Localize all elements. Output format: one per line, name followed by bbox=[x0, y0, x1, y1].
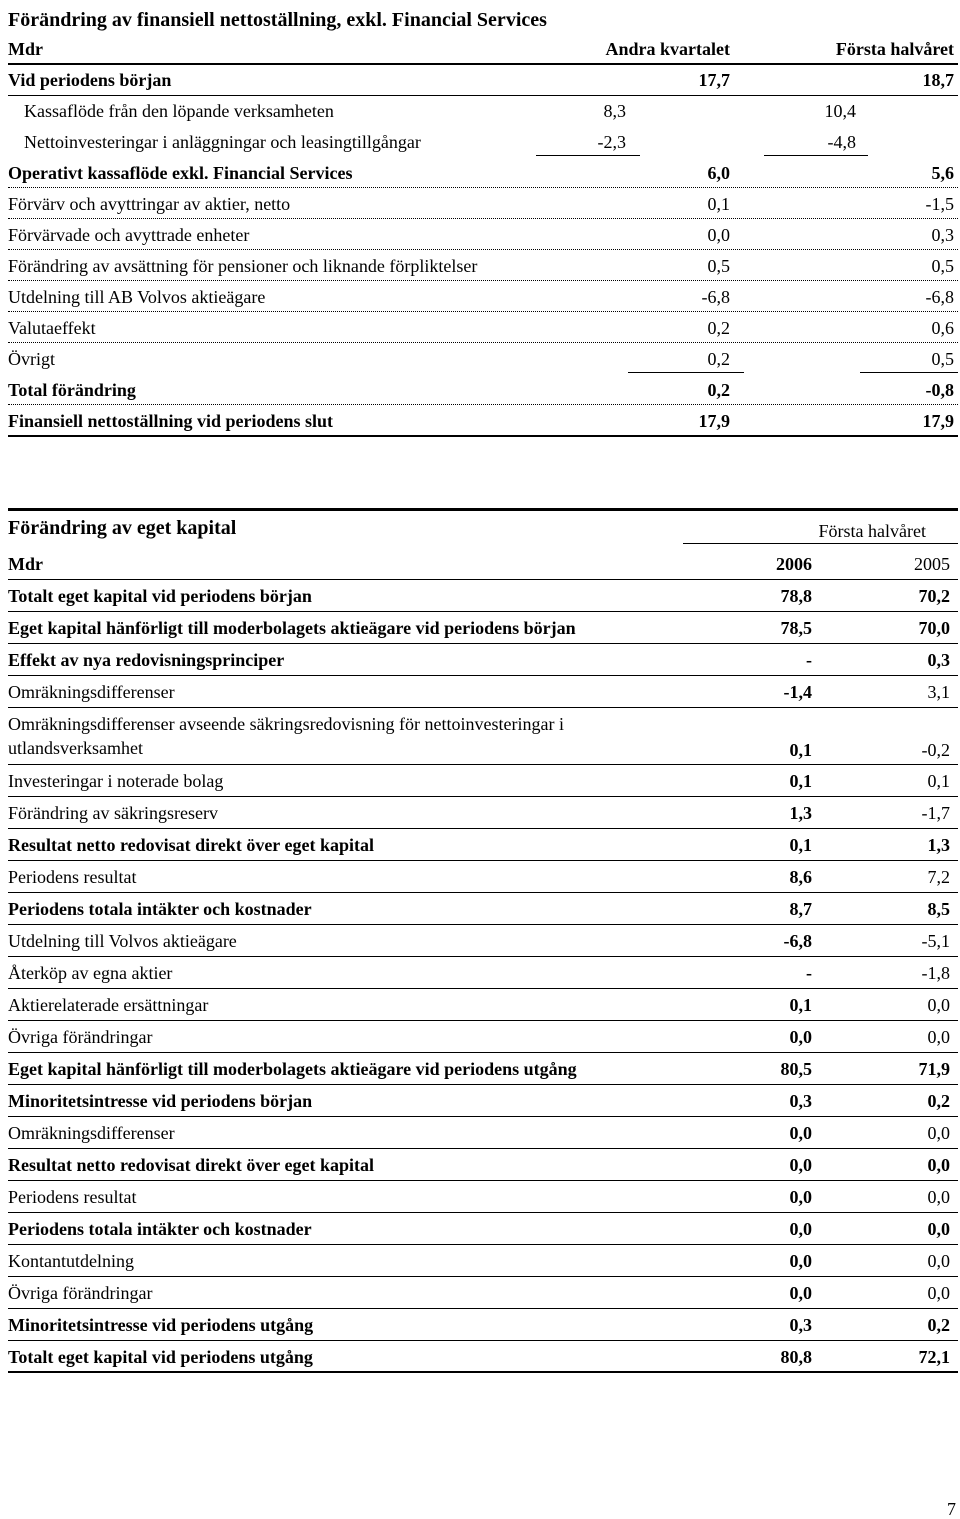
header-col-b: Första halvåret bbox=[835, 39, 954, 59]
table-row bbox=[8, 797, 958, 829]
table-row: Förvärv och avyttringar av aktier, netto 0,1 -1,5 bbox=[8, 189, 958, 220]
row-label: Övriga förändringar bbox=[8, 1027, 153, 1047]
net-position-table bbox=[8, 0, 958, 437]
table-row bbox=[8, 708, 958, 765]
table-row: Förändring av avsättning för pensioner och liknande förpliktelser 0,5 0,5 bbox=[8, 251, 958, 282]
net-position-header-row bbox=[8, 34, 958, 65]
value-2006: 0,1 bbox=[789, 995, 812, 1015]
value-2005: 0,2 bbox=[927, 1315, 950, 1335]
table-row bbox=[8, 765, 958, 797]
value-2006: 80,8 bbox=[780, 1347, 812, 1367]
table-row bbox=[8, 1021, 958, 1053]
value-2005: 3,1 bbox=[927, 682, 950, 702]
row-label: Omräkningsdifferenser avseende säkringsredovisning för nettoinvesteringar i utlandsverksamhet bbox=[8, 714, 565, 758]
value-2005: 7,2 bbox=[927, 867, 950, 887]
value-2005: 70,2 bbox=[918, 586, 950, 606]
value-2005: 72,1 bbox=[918, 1347, 950, 1367]
header-col-a: Andra kvartalet bbox=[605, 39, 730, 59]
row-label: Kontantutdelning bbox=[8, 1251, 134, 1271]
row-label: Periodens resultat bbox=[8, 867, 137, 887]
table-row bbox=[8, 925, 958, 957]
value-2006: 0,1 bbox=[789, 835, 812, 855]
value-2006: 78,8 bbox=[780, 586, 812, 606]
equity-header-row: Mdr 2006 2005 bbox=[8, 548, 958, 580]
value-2005: -0,2 bbox=[921, 740, 950, 760]
row-label: Omräkningsdifferenser bbox=[8, 682, 175, 702]
value-2005: 71,9 bbox=[918, 1059, 950, 1079]
row-label: Omräkningsdifferenser bbox=[8, 1123, 175, 1143]
table-row: Övrigt 0,2 0,5 bbox=[8, 344, 958, 375]
table-row: Vid periodens början 17,7 18,7 bbox=[8, 65, 958, 96]
value-2006: 1,3 bbox=[789, 803, 812, 823]
table-row bbox=[8, 1309, 958, 1341]
table-row bbox=[8, 676, 958, 708]
value-2005: 0,0 bbox=[927, 1251, 950, 1271]
value-2006: 0,0 bbox=[789, 1187, 812, 1207]
table-row bbox=[8, 1213, 958, 1245]
value-2005: -5,1 bbox=[921, 931, 950, 951]
value-2006: 0,3 bbox=[789, 1315, 812, 1335]
header-label: Mdr bbox=[8, 39, 43, 59]
value-2006: - bbox=[806, 963, 812, 983]
row-label: Periodens resultat bbox=[8, 1187, 137, 1207]
row-label: Resultat netto redovisat direkt över eget kapital bbox=[8, 1155, 374, 1175]
row-label: Eget kapital hänförligt till moderbolagets aktieägare vid periodens utgång bbox=[8, 1059, 577, 1079]
value-2005: -1,8 bbox=[921, 963, 950, 983]
row-label: Minoritetsintresse vid periodens början bbox=[8, 1091, 313, 1111]
table-row bbox=[8, 1085, 958, 1117]
table-row bbox=[8, 1341, 958, 1373]
value-2006: 0,1 bbox=[789, 740, 812, 760]
equity-header bbox=[8, 511, 958, 548]
value-2005: 0,0 bbox=[927, 1123, 950, 1143]
table-row bbox=[8, 1181, 958, 1213]
value-2006: 0,3 bbox=[789, 1091, 812, 1111]
row-label: Aktierelaterade ersättningar bbox=[8, 995, 209, 1015]
value-2005: 0,3 bbox=[927, 650, 950, 670]
row-label: Förändring av säkringsreserv bbox=[8, 803, 218, 823]
value-2005: 70,0 bbox=[918, 618, 950, 638]
value-2006: 8,6 bbox=[789, 867, 812, 887]
value-2006: 0,0 bbox=[789, 1219, 812, 1239]
value-2006: - bbox=[806, 650, 812, 670]
value-2005: 0,0 bbox=[927, 1027, 950, 1047]
table-row: Total förändring 0,2 -0,8 bbox=[8, 375, 958, 406]
table-row bbox=[8, 612, 958, 644]
row-label: Resultat netto redovisat direkt över eget kapital bbox=[8, 835, 374, 855]
table-row: Valutaeffekt 0,2 0,6 bbox=[8, 313, 958, 344]
row-label: Totalt eget kapital vid periodens början bbox=[8, 586, 312, 606]
row-label: Återköp av egna aktier bbox=[8, 963, 173, 983]
row-label: Utdelning till Volvos aktieägare bbox=[8, 931, 237, 951]
equity-table bbox=[8, 508, 958, 1373]
value-2006: -1,4 bbox=[783, 682, 812, 702]
value-2005: 8,5 bbox=[927, 899, 950, 919]
table-row: Nettoinvesteringar i anläggningar och leasingtillgångar -2,3 -4,8 bbox=[8, 127, 958, 158]
row-label: Periodens totala intäkter och kostnader bbox=[8, 899, 312, 919]
table-row: Förvärvade och avyttrade enheter 0,0 0,3 bbox=[8, 220, 958, 251]
value-2006: 0,1 bbox=[789, 771, 812, 791]
table-row bbox=[8, 1277, 958, 1309]
value-2006: 0,0 bbox=[789, 1251, 812, 1271]
table-row bbox=[8, 957, 958, 989]
value-2005: 0,0 bbox=[927, 1219, 950, 1239]
value-2006: 8,7 bbox=[789, 899, 812, 919]
row-label: Minoritetsintresse vid periodens utgång bbox=[8, 1315, 314, 1335]
value-2006: 0,0 bbox=[789, 1027, 812, 1047]
value-2005: 0,0 bbox=[927, 1283, 950, 1303]
value-2006: 0,0 bbox=[789, 1283, 812, 1303]
value-2005: 0,0 bbox=[927, 1187, 950, 1207]
row-label: Effekt av nya redovisningsprinciper bbox=[8, 650, 285, 670]
table-row bbox=[8, 1149, 958, 1181]
page-number: 7 bbox=[947, 1499, 956, 1519]
value-2006: 80,5 bbox=[780, 1059, 812, 1079]
value-2006: 78,5 bbox=[780, 618, 812, 638]
table-row: Operativt kassaflöde exkl. Financial Services 6,0 5,6 bbox=[8, 158, 958, 189]
table-row bbox=[8, 1053, 958, 1085]
row-label: Övriga förändringar bbox=[8, 1283, 153, 1303]
table-row bbox=[8, 580, 958, 612]
value-2005: 0,2 bbox=[927, 1091, 950, 1111]
value-2005: 1,3 bbox=[927, 835, 950, 855]
row-label: Periodens totala intäkter och kostnader bbox=[8, 1219, 312, 1239]
row-label: Eget kapital hänförligt till moderbolagets aktieägare vid periodens början bbox=[8, 618, 576, 638]
value-2006: 0,0 bbox=[789, 1155, 812, 1175]
equity-title: Förändring av eget kapital bbox=[8, 517, 237, 539]
value-2005: 0,0 bbox=[927, 1155, 950, 1175]
net-position-title: Förändring av finansiell nettoställning, exkl. Financial Services bbox=[8, 9, 547, 31]
table-row bbox=[8, 644, 958, 676]
value-2005: -1,7 bbox=[921, 803, 950, 823]
value-2005: 0,0 bbox=[927, 995, 950, 1015]
table-row bbox=[8, 861, 958, 893]
table-row bbox=[8, 1245, 958, 1277]
row-label: Totalt eget kapital vid periodens utgång bbox=[8, 1347, 313, 1367]
value-2006: 0,0 bbox=[789, 1123, 812, 1143]
table-row: Finansiell nettoställning vid periodens slut 17,9 17,9 bbox=[8, 406, 958, 437]
table-row bbox=[8, 829, 958, 861]
table-row bbox=[8, 893, 958, 925]
table-row: Kassaflöde från den löpande verksamheten 8,3 10,4 bbox=[24, 101, 856, 121]
row-label: Investeringar i noterade bolag bbox=[8, 771, 224, 791]
table-row bbox=[8, 989, 958, 1021]
table-row bbox=[8, 1117, 958, 1149]
table-row: Utdelning till AB Volvos aktieägare -6,8 -6,8 bbox=[8, 282, 958, 313]
value-2005: 0,1 bbox=[927, 771, 950, 791]
value-2006: -6,8 bbox=[783, 931, 812, 951]
equity-period-header: Första halvåret bbox=[818, 521, 926, 541]
